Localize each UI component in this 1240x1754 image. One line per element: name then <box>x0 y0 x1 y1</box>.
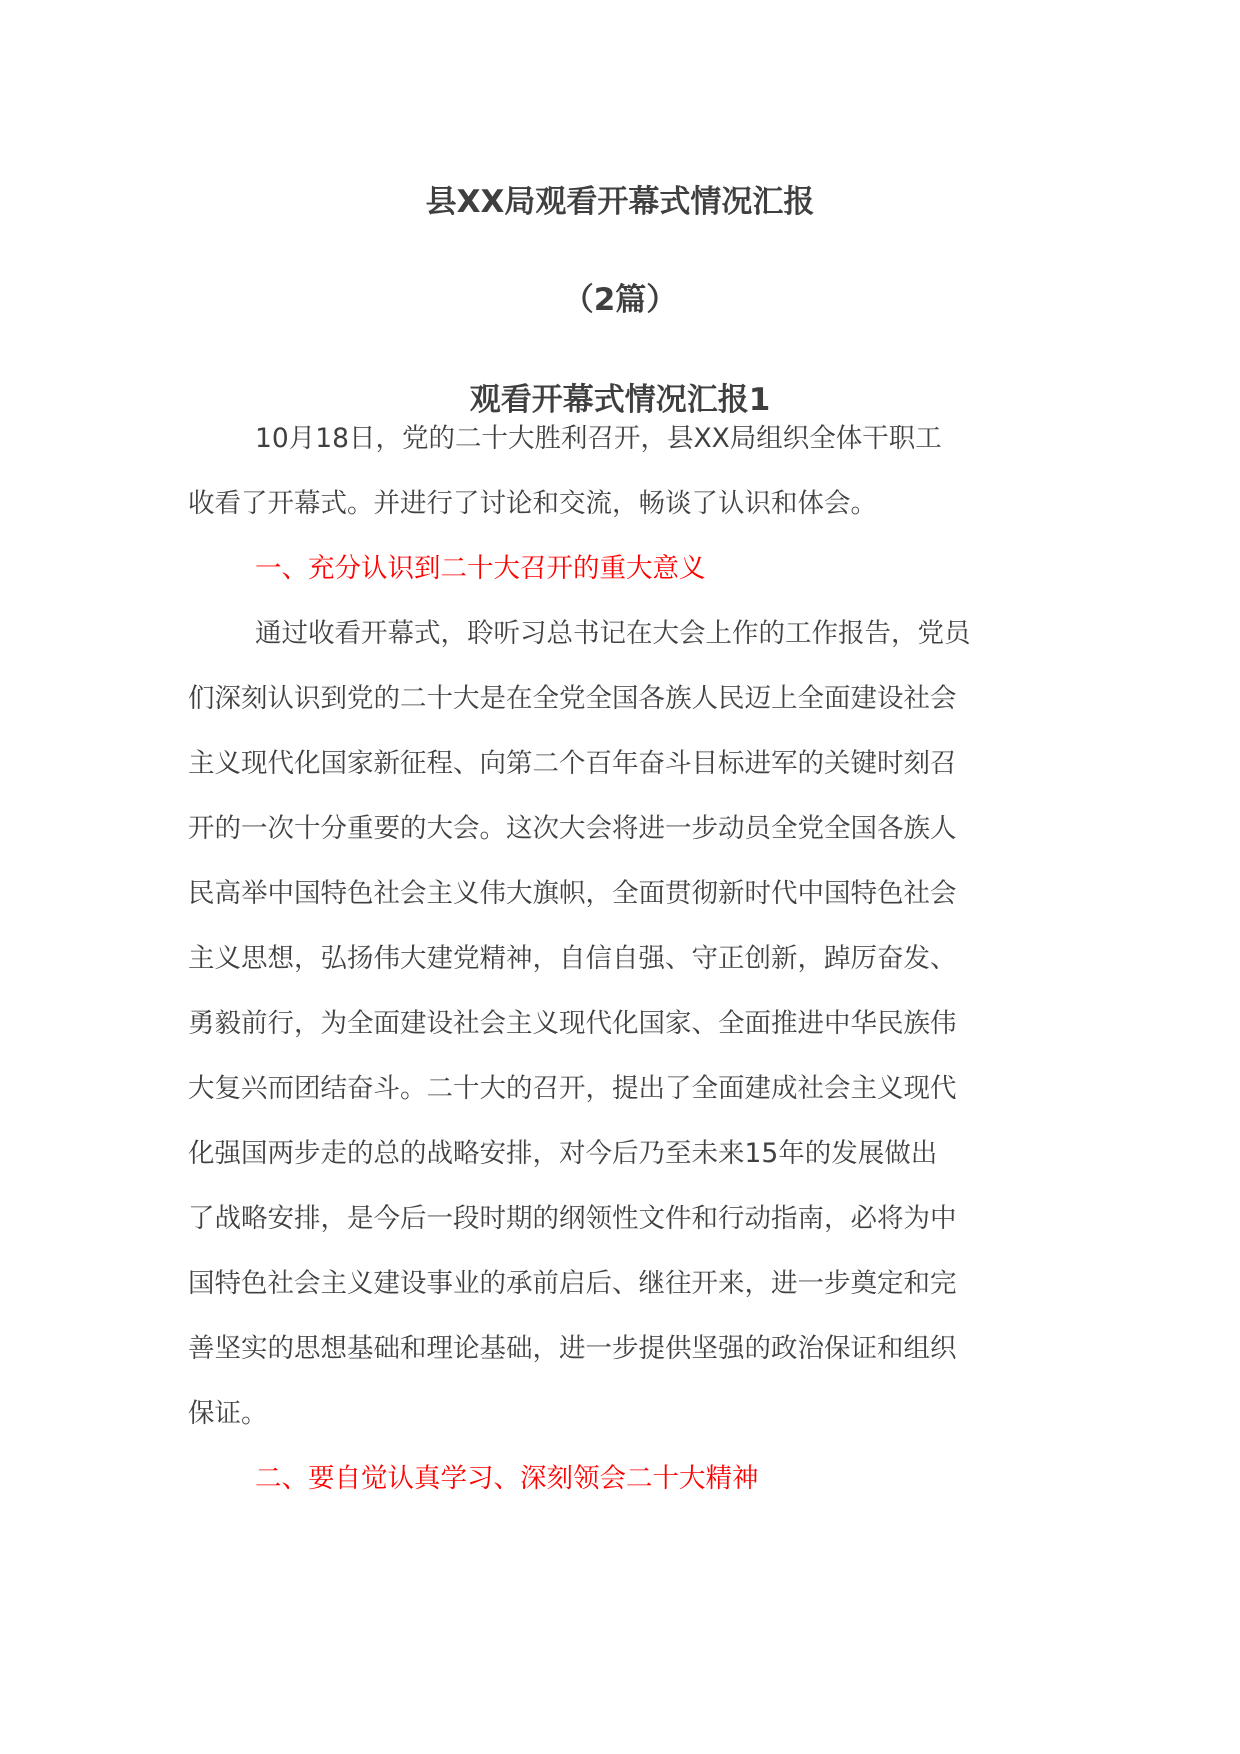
paragraph-2-line: 勇毅前行，为全面建设社会主义现代化国家、全面推进中华民族伟 <box>188 1008 957 1039</box>
paragraph-2-line: 了战略安排，是今后一段时期的纲领性文件和行动指南，必将为中 <box>188 1203 957 1234</box>
document-title: 县XX局观看开幕式情况汇报 <box>425 184 815 220</box>
paragraph-2-line: 通过收看开幕式，聆听习总书记在大会上作的工作报告，党员 <box>255 618 971 649</box>
paragraph-2-line: 善坚实的思想基础和理论基础，进一步提供坚强的政治保证和组织 <box>188 1333 957 1364</box>
paragraph-2-line: 保证。 <box>188 1398 268 1429</box>
paragraph-2-line: 主义思想，弘扬伟大建党精神，自信自强、守正创新，踔厉奋发、 <box>188 943 957 974</box>
paragraph-2-line: 主义现代化国家新征程、向第二个百年奋斗目标进军的关键时刻召 <box>188 748 957 779</box>
paragraph-1-line: 10月18日，党的二十大胜利召开，县XX局组织全体干职工 <box>255 423 942 454</box>
paragraph-2-line: 们深刻认识到党的二十大是在全党全国各族人民迈上全面建设社会 <box>188 683 957 714</box>
heading-1: 一、充分认识到二十大召开的重大意义 <box>255 553 706 584</box>
paragraph-2-line: 大复兴而团结奋斗。二十大的召开，提出了全面建成社会主义现代 <box>188 1073 957 1104</box>
heading-2: 二、要自觉认真学习、深刻领会二十大精神 <box>255 1463 759 1494</box>
paragraph-2-line: 民高举中国特色社会主义伟大旗帜，全面贯彻新时代中国特色社会 <box>188 878 957 909</box>
paragraph-2-line: 国特色社会主义建设事业的承前启后、继往开来，进一步奠定和完 <box>188 1268 957 1299</box>
paragraph-2-line: 开的一次十分重要的大会。这次大会将进一步动员全党全国各族人 <box>188 813 957 844</box>
section-title: 观看开幕式情况汇报1 <box>469 382 771 418</box>
document-body <box>188 406 1058 1511</box>
paragraph-2-line: 化强国两步走的总的战略安排，对今后乃至未来15年的发展做出 <box>188 1138 938 1169</box>
document-subtitle: （2篇） <box>562 282 678 318</box>
paragraph-1-line: 收看了开幕式。并进行了讨论和交流，畅谈了认识和体会。 <box>188 488 877 519</box>
